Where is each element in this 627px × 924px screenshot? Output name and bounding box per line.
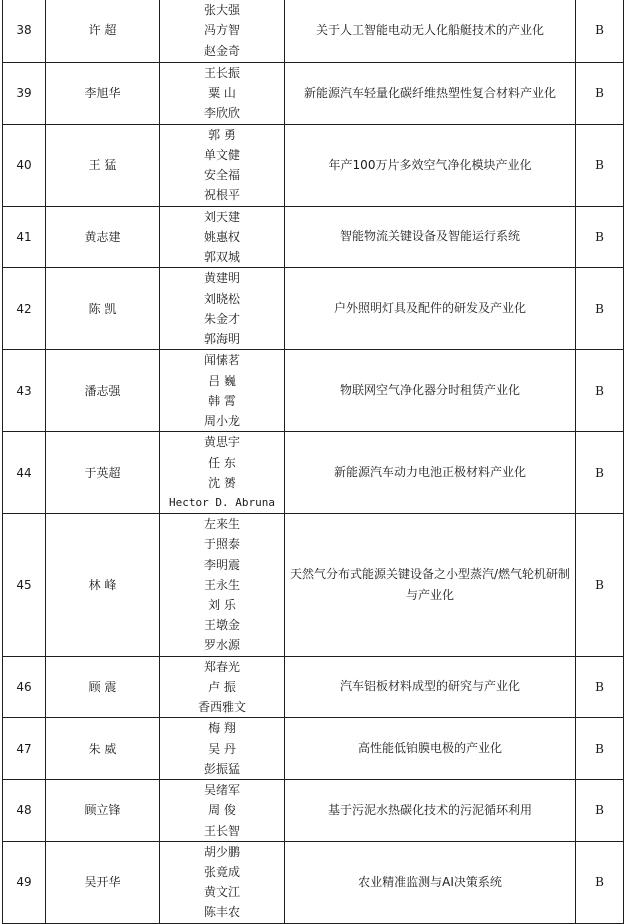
team-member: 姚惠权 bbox=[203, 229, 240, 244]
table-row bbox=[3, 268, 624, 350]
grade: B bbox=[595, 741, 604, 756]
grade-cell bbox=[576, 0, 624, 63]
table-row bbox=[3, 841, 624, 923]
project-title-cell bbox=[285, 350, 576, 432]
row-number-cell bbox=[3, 718, 46, 780]
grade: B bbox=[595, 86, 604, 101]
row-number-cell bbox=[3, 656, 46, 718]
row-number: 38 bbox=[16, 23, 32, 38]
grade-cell bbox=[576, 268, 624, 350]
team-members-cell bbox=[160, 656, 285, 718]
team-member: 周 俊 bbox=[208, 803, 236, 818]
team-member: 王墩金 bbox=[203, 618, 240, 633]
row-number-cell bbox=[3, 124, 46, 206]
row-number: 48 bbox=[16, 803, 32, 818]
row-number: 45 bbox=[16, 577, 32, 592]
grade-cell bbox=[576, 780, 624, 842]
project-leader-cell bbox=[46, 350, 160, 432]
project-leader: 顾立锋 bbox=[84, 803, 121, 818]
project-leader-cell bbox=[46, 0, 160, 63]
row-number-cell bbox=[3, 841, 46, 923]
team-member: 冯方智 bbox=[203, 23, 240, 38]
grade-cell bbox=[576, 124, 624, 206]
project-title-cell bbox=[285, 268, 576, 350]
team-member: 刘天建 bbox=[203, 209, 240, 224]
award-table-body bbox=[3, 0, 624, 923]
grade: B bbox=[595, 158, 604, 172]
project-title-cell bbox=[285, 514, 576, 656]
team-member: 赵金奇 bbox=[203, 43, 240, 58]
project-leader-cell bbox=[46, 514, 160, 656]
table-row bbox=[3, 206, 624, 268]
row-number-cell bbox=[3, 780, 46, 842]
team-members-cell bbox=[160, 124, 285, 206]
team-member: Hector D. Abruna bbox=[169, 495, 275, 509]
row-number: 47 bbox=[16, 741, 32, 756]
row-number-cell bbox=[3, 514, 46, 656]
table-row bbox=[3, 514, 624, 656]
table-row bbox=[3, 350, 624, 432]
team-member: 王长振 bbox=[203, 66, 240, 80]
team-member: 胡少鹏 bbox=[203, 844, 240, 859]
team-members-cell bbox=[160, 63, 285, 125]
team-member: 沈 赟 bbox=[208, 475, 236, 490]
project-title: 关于人工智能电动无人化船艇技术的产业化 bbox=[315, 23, 544, 37]
project-leader: 朱 威 bbox=[88, 741, 117, 756]
project-leader: 陈 凯 bbox=[88, 301, 117, 316]
grade-cell bbox=[576, 514, 624, 656]
team-member: 张竟成 bbox=[203, 865, 240, 880]
grade: B bbox=[595, 383, 604, 398]
team-member: 黄文江 bbox=[203, 885, 240, 900]
team-member: 刘晓松 bbox=[203, 291, 240, 306]
row-number-cell bbox=[3, 268, 46, 350]
project-title: 户外照明灯具及配件的研发及产业化 bbox=[333, 301, 526, 316]
table-row bbox=[3, 63, 624, 125]
team-member: 于照泰 bbox=[203, 537, 240, 552]
team-member: 周小龙 bbox=[203, 413, 240, 428]
project-title-cell bbox=[285, 718, 576, 780]
grade-cell bbox=[576, 841, 624, 923]
grade-cell bbox=[576, 350, 624, 432]
team-member: 李欣欣 bbox=[203, 106, 240, 121]
grade: B bbox=[595, 465, 604, 480]
team-members-cell bbox=[160, 268, 285, 350]
grade: B bbox=[595, 23, 604, 38]
team-member: 祝根平 bbox=[203, 188, 240, 203]
project-leader: 林 峰 bbox=[88, 577, 117, 592]
grade-cell bbox=[576, 206, 624, 268]
team-members-cell bbox=[160, 432, 285, 514]
project-title-cell bbox=[285, 841, 576, 923]
team-member: 闻愫茗 bbox=[203, 353, 240, 368]
project-leader: 于英超 bbox=[84, 465, 121, 480]
project-leader-cell bbox=[46, 124, 160, 206]
project-title-cell bbox=[285, 0, 576, 63]
team-member: 张大强 bbox=[203, 3, 240, 18]
team-member: 卢 振 bbox=[208, 679, 236, 694]
project-title: 农业精准监测与AI决策系统 bbox=[358, 874, 502, 889]
project-leader: 李旭华 bbox=[84, 86, 121, 101]
row-number-cell bbox=[3, 350, 46, 432]
team-member: 单文健 bbox=[203, 147, 240, 162]
team-member: 彭振猛 bbox=[203, 761, 240, 776]
team-member: 香西雅文 bbox=[197, 700, 246, 715]
row-number: 40 bbox=[16, 158, 32, 172]
team-member: 刘 乐 bbox=[208, 598, 236, 613]
grade: B bbox=[595, 301, 604, 316]
team-member: 郑春光 bbox=[203, 659, 240, 674]
project-leader-cell bbox=[46, 841, 160, 923]
grade-cell bbox=[576, 432, 624, 514]
table-row bbox=[3, 780, 624, 842]
project-leader-cell bbox=[46, 268, 160, 350]
team-member: 朱金才 bbox=[203, 311, 240, 326]
team-member: 安全福 bbox=[203, 168, 240, 183]
team-member: 任 东 bbox=[208, 455, 236, 470]
project-leader-cell bbox=[46, 656, 160, 718]
project-title: 高性能低铂膜电极的产业化 bbox=[357, 741, 502, 756]
grade: B bbox=[595, 229, 604, 244]
row-number: 44 bbox=[16, 465, 32, 480]
grade: B bbox=[595, 577, 604, 592]
team-member: 郭双城 bbox=[203, 250, 240, 265]
team-member: 韩 霄 bbox=[208, 393, 236, 408]
project-leader: 许 超 bbox=[88, 23, 117, 38]
project-title-cell bbox=[285, 656, 576, 718]
project-title: 新能源汽车动力电池正极材料产业化 bbox=[333, 465, 526, 480]
team-member: 罗水源 bbox=[203, 638, 240, 653]
team-member: 吕 巍 bbox=[208, 373, 236, 388]
project-title: 新能源汽车轻量化碳纤维热塑性复合材料产业化 bbox=[303, 85, 556, 100]
project-leader-cell bbox=[46, 432, 160, 514]
project-title-cell bbox=[285, 63, 576, 125]
team-members-cell bbox=[160, 780, 285, 842]
team-member: 吴绪军 bbox=[203, 783, 240, 798]
project-title-cell bbox=[285, 124, 576, 206]
team-member: 郭海明 bbox=[203, 331, 240, 346]
project-title: 天然气分布式能源关键设备之小型蒸汽/燃气轮机研制与产业化 bbox=[289, 566, 571, 602]
grade-cell bbox=[576, 656, 624, 718]
project-title: 基于污泥水热碳化技术的污泥循环利用 bbox=[327, 803, 532, 818]
table-row bbox=[3, 432, 624, 514]
project-leader-cell bbox=[46, 63, 160, 125]
row-number: 41 bbox=[16, 229, 32, 244]
team-members-cell bbox=[160, 206, 285, 268]
grade-cell bbox=[576, 718, 624, 780]
row-number: 39 bbox=[16, 86, 32, 101]
team-members-cell bbox=[160, 718, 285, 780]
team-member: 梅 翔 bbox=[208, 721, 236, 736]
project-title-cell bbox=[285, 780, 576, 842]
table-row bbox=[3, 718, 624, 780]
project-leader-cell bbox=[46, 206, 160, 268]
project-leader: 王 猛 bbox=[88, 158, 117, 172]
team-member: 粟 山 bbox=[208, 86, 236, 101]
project-leader: 吴开华 bbox=[84, 875, 121, 890]
table-row bbox=[3, 0, 624, 63]
project-title-cell bbox=[285, 206, 576, 268]
team-member: 黄建明 bbox=[203, 271, 240, 286]
grade: B bbox=[595, 679, 604, 694]
project-leader-cell bbox=[46, 718, 160, 780]
team-member: 李明震 bbox=[203, 557, 240, 572]
grade: B bbox=[595, 875, 604, 890]
team-member: 左来生 bbox=[203, 517, 240, 532]
project-leader: 顾 震 bbox=[88, 679, 117, 694]
team-members-cell bbox=[160, 841, 285, 923]
team-members-cell bbox=[160, 350, 285, 432]
project-leader: 黄志建 bbox=[84, 229, 121, 244]
grade-cell bbox=[576, 63, 624, 125]
team-member: 吴 丹 bbox=[208, 741, 236, 756]
row-number: 42 bbox=[16, 301, 32, 316]
project-title-cell bbox=[285, 432, 576, 514]
project-title: 物联网空气净化器分时租赁产业化 bbox=[339, 383, 520, 398]
row-number: 49 bbox=[16, 875, 32, 890]
row-number-cell bbox=[3, 63, 46, 125]
team-member: 王永生 bbox=[203, 577, 240, 592]
team-members-cell bbox=[160, 0, 285, 63]
project-leader: 潘志强 bbox=[84, 383, 121, 398]
row-number: 46 bbox=[16, 679, 32, 694]
team-member: 陈丰农 bbox=[203, 905, 240, 920]
row-number-cell bbox=[3, 206, 46, 268]
award-table bbox=[2, 0, 624, 924]
row-number-cell bbox=[3, 0, 46, 63]
row-number-cell bbox=[3, 432, 46, 514]
project-leader-cell bbox=[46, 780, 160, 842]
table-row bbox=[3, 656, 624, 718]
team-member: 郭 勇 bbox=[208, 127, 236, 142]
team-member: 黄思宇 bbox=[203, 435, 240, 450]
project-title: 智能物流关键设备及智能运行系统 bbox=[339, 229, 520, 244]
row-number: 43 bbox=[16, 383, 32, 398]
table-row bbox=[3, 124, 624, 206]
grade: B bbox=[595, 803, 604, 818]
team-member: 王长智 bbox=[203, 823, 240, 838]
project-title: 汽车铝板材料成型的研究与产业化 bbox=[339, 679, 520, 694]
project-title: 年产100万片多效空气净化模块产业化 bbox=[328, 157, 532, 172]
team-members-cell bbox=[160, 514, 285, 656]
